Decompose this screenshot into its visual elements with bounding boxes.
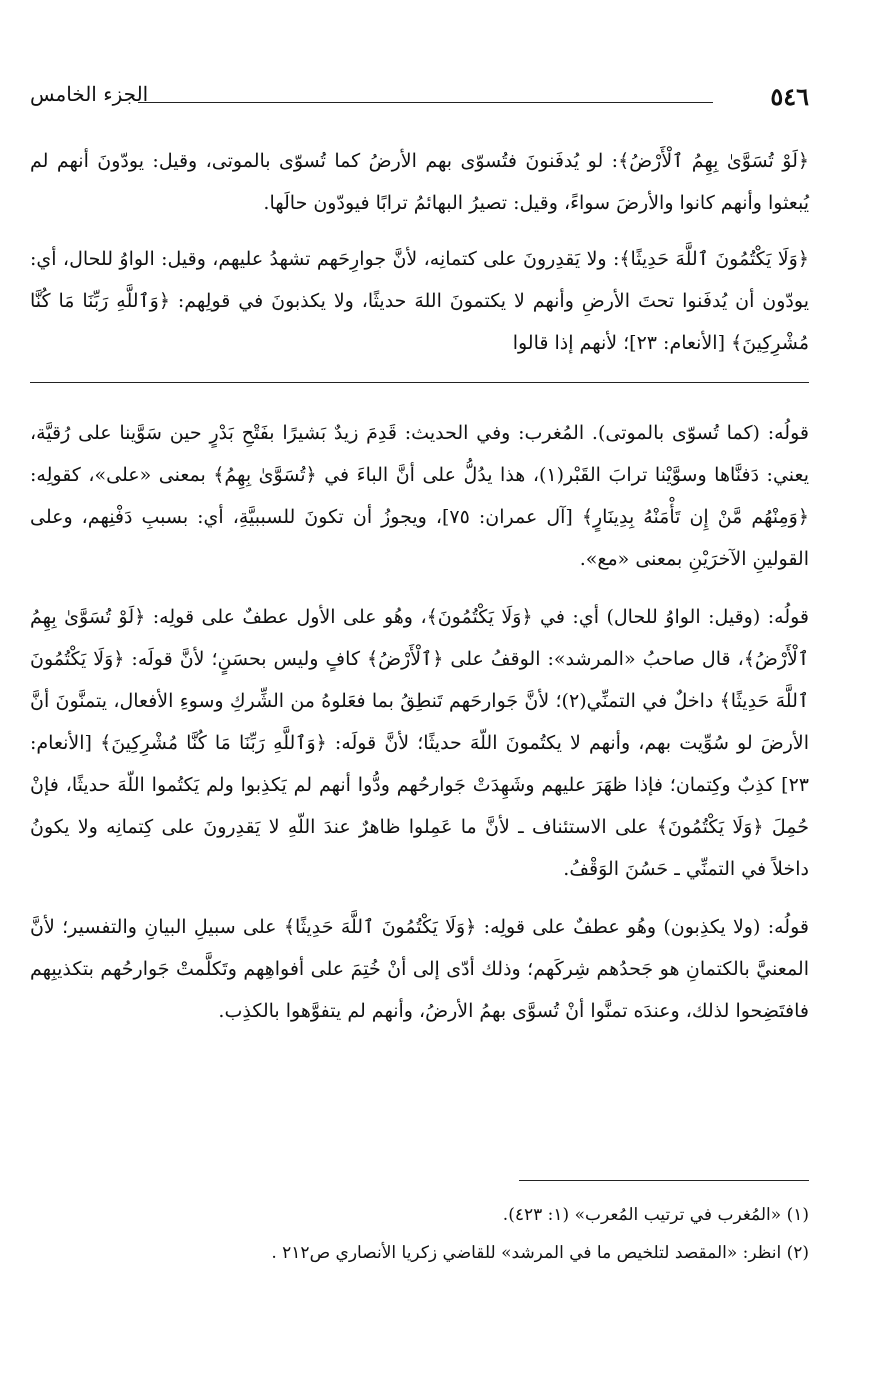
commentary	[30, 412, 809, 1048]
page-header	[30, 82, 809, 122]
page-number: ٥٤٦	[770, 82, 809, 111]
footnote: (١) «المُغرب في ترتيب المُعرب» (١: ٤٢٣).	[502, 1205, 809, 1225]
header-rule	[138, 102, 713, 103]
main-text	[30, 140, 809, 378]
main-paragraph: ﴿وَلَا يَكْتُمُونَ ٱللَّهَ حَدِيثًا﴾: ولا يَقدِرونَ على كتمانِه، لأنَّ جوارِحَهم تشهدُ عليهم، وقيل: الواوُ للحال، أي: يودّون أن يُدفَنوا تحتَ الأرضِ وأنهم لا يكتمونَ اللهَ حديثًا، ولا يكذبونَ في قولِهم: ﴿وَٱللَّهِ رَبِّنَا مَا كُنَّا مُشْرِكِينَ﴾ [الأنعام: ٢٣]؛ لأنهم إذا قالوا	[30, 248, 809, 354]
footnotes	[30, 1196, 809, 1272]
main-paragraph: ﴿لَوْ تُسَوَّىٰ بِهِمُ ٱلْأَرْضُ﴾: لو يُدفَنونَ فتُسوّى بهم الأرضُ كما تُسوّى بالموتى، وقيل: يودّونَ أنهم لم يُبعثوا وأنهم كانوا والأرضَ سواءً، وقيل: تصيرُ البهائمُ ترابًا فيودّون حالَها.	[30, 150, 809, 214]
footnote: (٢) انظر: «المقصد لتلخيص ما في المرشد» للقاضي زكريا الأنصاري ص٢١٢ .	[271, 1243, 809, 1263]
commentary-paragraph: قولُه: (كما تُسوّى بالموتى). المُغرب: وفي الحديث: قَدِمَ زيدٌ بَشيرًا بفَتْحِ بَدْرٍ حين سَوَّينا على رُقيَّة، يعني: دَفنَّاها وسوَّيْنا ترابَ القَبْر(١)، هذا يدُلُّ على أنَّ الباءَ في ﴿تُسَوَّىٰ بِهِمُ﴾ بمعنى «على»، كقولِه: ﴿وَمِنْهُم مَّنْ إِن تَأْمَنْهُ بِدِينَارٍ﴾ [آل عمران: ٧٥]، ويجوزُ أن تكونَ للسببيَّةِ، أي: بسببِ دَفْنِهم، وعلى القولينِ الآخرَيْنِ بمعنى «مع».	[30, 422, 809, 570]
footnote-divider	[519, 1180, 809, 1181]
volume-title: الجزء الخامس	[30, 82, 149, 106]
commentary-paragraph: قولُه: (وقيل: الواوُ للحال) أي: في ﴿وَلَا يَكْتُمُونَ﴾، وهُو على الأول عطفٌ على قولِه: ﴿لَوْ تُسَوَّىٰ بِهِمُ ٱلْأَرْضُ﴾، قال صاحبُ «المرشد»: الوقفُ على ﴿ٱلْأَرْضُ﴾ كافٍ وليس بحسَنٍ؛ لأنَّ قولَه: ﴿وَلَا يَكْتُمُونَ ٱللَّهَ حَدِيثًا﴾ داخلٌ في التمنِّي(٢)؛ لأنَّ جَوارحَهم تَنطِقُ بما فعَلوهُ من الشِّركِ وسوءِ الأفعال، يتمنَّونَ أنَّ الأرضَ لو سُوِّيت بهم، وأنهم لا يكتُمونَ اللّهَ حديثًا؛ لأنَّ قولَه: ﴿وَٱللَّهِ رَبِّنَا مَا كُنَّا مُشْرِكِينَ﴾ [الأنعام: ٢٣] كذِبٌ وكِتمان؛ فإذا ظهَرَ عليهم وشَهِدَتْ جَوارحُهم ودُّوا أنهم لم يَكذِبوا ولم يَكتُموا اللّهَ حديثًا، فإنْ حُمِلَ ﴿وَلَا يَكْتُمُونَ﴾ على الاستئناف ـ لأنَّ ما عَمِلوا ظاهرٌ عندَ اللّهِ لا يَقدِرونَ على كِتمانِه ولا يكونُ داخلاً في التمنِّي ـ حَسُنَ الوَقْفُ.	[30, 606, 809, 880]
main-text-divider	[30, 382, 809, 383]
commentary-paragraph: قولُه: (ولا يكذِبون) وهُو عطفٌ على قولِه: ﴿وَلَا يَكْتُمُونَ ٱللَّهَ حَدِيثًا﴾ على سبيلِ البيانِ والتفسير؛ لأنَّ المعنيَّ بالكتمانِ هو جَحدُهم شِركَهم؛ وذلك أدّى إلى أنْ خُتِمَ على أفواهِهم وتَكلَّمتْ جَوارحُهم بتكذيبِهم فافتَضِحوا لذلك، وعندَه تمنَّوا أنْ تُسوَّى بهمُ الأرضُ، وأنهم لم يتفوَّهوا بالكذِب.	[30, 916, 809, 1022]
